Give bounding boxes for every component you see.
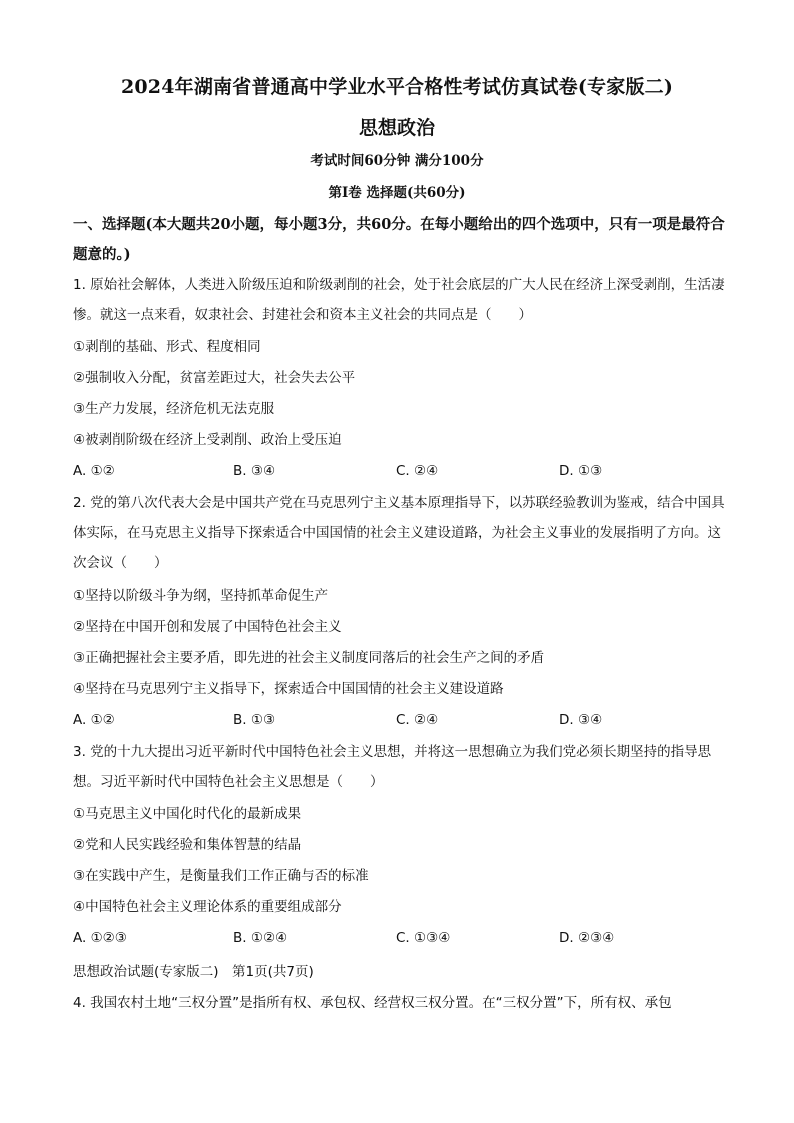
question-option: ①马克思主义中国化时代化的最新成果: [73, 806, 302, 822]
question-option: ③在实践中产生，是衡量我们工作正确与否的标准: [73, 868, 369, 884]
choice-d: D. ①③: [559, 463, 603, 479]
question-option: ①坚持以阶级斗争为纲，坚持抓革命促生产: [73, 588, 329, 604]
answer-choices: [73, 705, 733, 735]
question-stem: 1. 原始社会解体，人类进入阶级压迫和阶级剥削的社会，处于社会底层的广大人民在经济上深受剥削，生活凄惨。就这一点来看，奴隶社会、封建社会和资本主义社会的共同点是（ ）: [73, 277, 725, 323]
choice-d: D. ②③④: [559, 930, 615, 946]
question-option: ①剥削的基础、形式、程度相同: [73, 339, 261, 355]
question-stem: 4. 我国农村土地“三权分置”是指所有权、承包权、经营权三权分置。在“三权分置”下，所有权、承包: [73, 995, 672, 1011]
question-stem: 3. 党的十九大提出习近平新时代中国特色社会主义思想，并将这一思想确立为我们党必须长期坚持的指导思想。习近平新时代中国特色社会主义思想是（ ）: [73, 744, 712, 790]
question-option: ④中国特色社会主义理论体系的重要组成部分: [73, 899, 342, 915]
subject-title: 思想政治: [358, 117, 435, 139]
choice-d: D. ③④: [559, 712, 603, 728]
exam-title: 2024年湖南省普通高中学业水平合格性考试仿真试卷(专家版二): [120, 76, 674, 98]
choice-a: A. ①②: [73, 463, 115, 479]
answer-choices: [73, 923, 733, 953]
choice-c: C. ②④: [396, 463, 439, 479]
question-option: ②党和人民实践经验和集体智慧的结晶: [73, 837, 302, 853]
choice-a: A. ①②: [73, 712, 115, 728]
exam-info: 考试时间60分钟 满分100分: [310, 153, 484, 169]
answer-choices: [73, 456, 733, 486]
choice-a: A. ①②③: [73, 930, 127, 946]
choice-c: C. ②④: [396, 712, 439, 728]
page-footer: 思想政治试题(专家版二) 第1页(共7页): [73, 964, 314, 980]
section-heading: 一、选择题(本大题共20小题，每小题3分，共60分。在每小题给出的四个选项中，只有一项是最符合题意的。): [73, 216, 725, 263]
question-option: ②强制收入分配，贫富差距过大，社会失去公平: [73, 370, 356, 386]
question-option: ②坚持在中国开创和发展了中国特色社会主义: [73, 619, 342, 635]
question-stem: 2. 党的第八次代表大会是中国共产党在马克思列宁主义基本原理指导下，以苏联经验教训为鉴戒，结合中国具体实际，在马克思主义指导下探索适合中国国情的社会主义建设道路，为社会主义事业的发展指明了方向。这次会议（ ）: [73, 495, 725, 571]
question-option: ③生产力发展，经济危机无法克服: [73, 401, 275, 417]
choice-b: B. ①②④: [233, 930, 288, 946]
choice-c: C. ①③④: [396, 930, 451, 946]
question-option: ③正确把握社会主要矛盾，即先进的社会主义制度同落后的社会生产之间的矛盾: [73, 650, 545, 666]
question-option: ④坚持在马克思列宁主义指导下，探索适合中国国情的社会主义建设道路: [73, 681, 504, 697]
question-option: ④被剥削阶级在经济上受剥削、政治上受压迫: [73, 432, 342, 448]
choice-b: B. ③④: [233, 463, 276, 479]
choice-b: B. ①③: [233, 712, 276, 728]
part-heading: 第Ⅰ卷 选择题(共60分): [328, 185, 466, 201]
